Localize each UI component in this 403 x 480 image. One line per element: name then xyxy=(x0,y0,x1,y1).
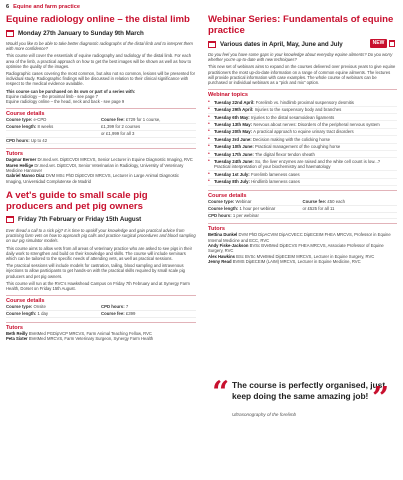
detail-row xyxy=(208,213,397,220)
right-column xyxy=(208,14,397,264)
course-paragraph: This course will cover the essentials of equine radiography and radiology of the distal limb. For each area of the limb, a practical approach on how to get the best images will be shown as well as how to optimise the quality of the images. xyxy=(6,53,192,69)
calendar-icon xyxy=(6,30,14,37)
tutor-entry xyxy=(208,243,397,254)
webinar-topic xyxy=(208,144,397,151)
detail-label: Course length: xyxy=(6,124,37,130)
topic-text: Injuries to the distal sesamoidean ligaments xyxy=(250,114,335,120)
series-item: Equine radiology online – the head, neck and back - see page 9 xyxy=(6,99,125,105)
topic-text: Nervous about nerves: Disorders of the peripheral nervous system xyxy=(253,121,380,127)
testimonial-quote: The course is perfectly organised, just keep doing the same amazing job! xyxy=(232,380,386,401)
webinar-topic xyxy=(208,121,397,128)
detail-value: e-CPD xyxy=(33,117,47,123)
detail-row xyxy=(208,206,397,213)
running-header xyxy=(6,4,80,10)
tutor-name: Maren Hellige xyxy=(6,162,34,168)
page-number: 6 xyxy=(6,4,10,10)
close-quote-mark: ” xyxy=(372,381,390,416)
tutor-desc: BVMS DipECEIM (LAIM) MRCVS, Lecturer in Equine Medicine, RVC xyxy=(232,258,361,264)
new-badge-label: NEW xyxy=(372,40,385,46)
course-paragraph: Radiographic cases covering the most common, but also not so common, lesions will be presented for individual study. Radiographic findings will be discussed in relation to their clinical significance with respect to the medical evidence available. xyxy=(6,71,195,87)
detail-value: or £1,999 for all 3 xyxy=(101,130,135,136)
webinar-topic-list xyxy=(208,99,397,186)
webinar-topics-heading: Webinar topics xyxy=(208,89,397,98)
tutor-name: Dagmar Berner xyxy=(6,157,37,163)
course-title-radiology: Equine radiology online – the distal limb xyxy=(6,14,190,25)
topic-date: Tuesday 1st July: xyxy=(214,171,250,177)
topic-date: Tuesday 13th May: xyxy=(214,121,253,127)
detail-label: Course fee: xyxy=(101,310,125,316)
tutor-desc: BVSc BVetMed DipECVS FHEA MRCVS, Associate Professor of Equine Surgery, RVC xyxy=(208,243,384,254)
course-paragraph: This new set of webinars aims to expand on the courses delivered over previous years to give equine practitioners the most up-do-date information on a range of common equine ailments. The lectures will provide practical information with case examples. The whole course of webinars can be purchased or individual webinars as a "pick and mix" option. xyxy=(208,64,396,86)
course-details-heading: Course details xyxy=(208,190,397,199)
detail-value: £399 xyxy=(125,310,136,316)
course-date-text: Monday 27th January to Sunday 9th March xyxy=(18,29,144,37)
detail-label: Course type: xyxy=(6,304,33,310)
detail-value: £1,399 for 2 courses xyxy=(101,124,141,130)
course-date-text: Friday 7th February or Friday 15th August xyxy=(18,216,142,224)
detail-label: Course fee: xyxy=(302,199,327,205)
course-paragraph: The practical sessions will include models for castration, tailing, blood sampling and intravenous injections to allow participants to get hands-on with the practical skills required by small scale pig producers and pet pig owners. xyxy=(6,263,185,279)
tutor-name: Bettina Dunkel xyxy=(208,232,238,238)
course-paragraph: This course aims to allow vets from all areas of veterinary practice who are asked to see pigs in their daily work to strengthen and build on their knowledge and skills. The course will include seminars which can be tailored to the specific needs of attending vets, as well as practical sessions. xyxy=(6,245,192,261)
detail-value: 7 xyxy=(125,304,129,310)
detail-row xyxy=(6,304,196,311)
webinar-topic xyxy=(208,99,397,106)
tutor-name: Jenny Read xyxy=(208,258,232,264)
detail-value: £50 each xyxy=(327,199,346,205)
detail-value: 8 weeks xyxy=(37,124,54,130)
topic-text: Hindlimb lameness cases xyxy=(251,179,300,185)
detail-label: CPD hours: xyxy=(208,212,232,218)
topic-text: Forelimb vs. hindlimb proximal suspensory desmitis xyxy=(255,99,354,105)
webinar-topic xyxy=(208,158,397,171)
topic-text: So, the liver enzymes are raised and the white cell count is low...? Practical interpretation of your biochemistry and haematology xyxy=(214,158,381,170)
tutor-name: Andy Fiske-Jackson xyxy=(208,243,249,249)
detail-value: or £525 for all 11 xyxy=(302,205,335,211)
topic-date: Tuesday 20th May: xyxy=(214,129,253,135)
detail-value: £729 for 1 course, xyxy=(125,117,161,123)
tutor-name: Alex Hawkins xyxy=(208,253,235,259)
tutor-entry xyxy=(208,259,397,264)
course-title-webinars: Webinar Series: Fundamentals of equine practice xyxy=(208,14,394,36)
detail-row xyxy=(6,138,196,145)
webinar-topic xyxy=(208,179,397,186)
tutor-desc: DVM MSc PhD DipECVDI MRCVS, Lecturer in Large Animal Diagnostic Imaging, Universidad Complutense de Madrid xyxy=(6,173,179,184)
course-title-pigs: A vet's guide to small scale pig producers and pet pig owners xyxy=(6,189,148,212)
webinar-topic xyxy=(208,114,397,121)
topic-text: Injuries to the suspensory body and branches xyxy=(254,107,342,113)
detail-row xyxy=(208,199,397,206)
detail-label: Course length: xyxy=(6,310,37,316)
topic-text: Decision making with the colicking horse xyxy=(252,136,330,142)
detail-value: 1 per webinar xyxy=(232,212,259,218)
detail-row xyxy=(6,131,196,138)
topic-date: Tuesday 10th June: xyxy=(214,144,254,150)
new-badge xyxy=(370,39,387,48)
tutor-entry xyxy=(208,232,397,243)
tutor-desc: BVetMed MRCVS, Farm Veterinary Surgeon, Synergy Farm Health xyxy=(28,336,154,342)
topic-date: Tuesday 6th May: xyxy=(214,114,250,120)
course-intro: Do you feel you have some gaps in your knowledge about everyday equine ailments? Do you worry whether you're up-to-date with new techniques? xyxy=(208,52,393,63)
tutor-name: Peta Sixter xyxy=(6,336,28,342)
detail-value: Up to 42 xyxy=(30,137,48,143)
course-dates-webinars xyxy=(208,39,397,49)
calendar-icon xyxy=(6,216,14,223)
detail-value: 1 day xyxy=(37,310,49,316)
tutor-desc: Dr.med.vet. DipECVDI MRCVS, Senior Lecturer in Equine Diagnostic Imaging, RVC xyxy=(37,157,193,163)
topic-text: A practical approach to equine urinary tract disorders xyxy=(253,129,354,135)
left-column xyxy=(6,14,196,341)
webinar-topic xyxy=(208,107,397,114)
tutor-desc: BVetMed PGDipVCP MRCVS, Farm Animal Teaching Fellow, RVC xyxy=(28,330,152,336)
webinar-topic xyxy=(208,136,397,143)
detail-label: Course type: xyxy=(6,117,33,123)
testimonial-source: Ultrasonography of the forelimb xyxy=(232,412,297,417)
topic-date: Tuesday 3rd June: xyxy=(214,136,252,142)
detail-value: Webinar xyxy=(235,199,252,205)
course-paragraph: This course will run at the RVC's Hawkshead Campus on Friday 7th February and at Synergy Farm Health, Dorset on Friday 15th August. xyxy=(6,280,190,291)
topic-date: Tuesday 8th July: xyxy=(214,179,250,185)
open-quote-mark: “ xyxy=(212,375,230,410)
course-details-heading: Course details xyxy=(6,295,196,304)
tutor-entry xyxy=(6,336,196,341)
topic-text: Forelimb lameness cases xyxy=(250,171,300,177)
course-details-heading: Course details xyxy=(6,108,196,117)
topic-date: Tuesday 22nd April: xyxy=(214,99,255,105)
detail-label: CPD hours: xyxy=(101,304,125,310)
course-date-text: Various dates in April, May, June and July xyxy=(220,40,343,48)
tutor-name: Beth Reilly xyxy=(6,330,28,336)
topic-date: Tuesday 29th April: xyxy=(214,107,254,113)
topic-text: Practical management of the coughing horse xyxy=(255,144,341,150)
detail-row xyxy=(6,124,196,131)
topic-text: The digital flexor tendon sheath xyxy=(254,151,315,157)
tutors-heading: Tutors xyxy=(6,322,196,331)
series-note-bold: This course can be purchased on its own or part of a series with: xyxy=(6,88,136,94)
tutor-entry xyxy=(6,173,196,184)
course-intro: Ever dread a call to a sick pig? It is time to upskill your knowledge and gain practical advice from practising farm vets on how to approach pig calls and practice surgical procedures and blood sampling on our pig simulator models. xyxy=(6,227,196,244)
detail-label: Course fee: xyxy=(101,117,125,123)
tutor-desc: DVM PhD DipACVIM DipACVECC DipECEIM FHEA MRCVS, Professor in Equine Internal Medicine and ECC, RVC xyxy=(208,232,391,243)
webinar-topic xyxy=(208,151,397,158)
detail-label: Course type: xyxy=(208,199,235,205)
tutors-heading: Tutors xyxy=(208,223,397,232)
tutor-name: Gabriel Manso Díaz xyxy=(6,173,45,179)
detail-value: Onsite xyxy=(33,304,46,310)
series-item: Equine radiology – the proximal limb - see page 7 xyxy=(6,93,98,99)
calendar-icon xyxy=(208,41,216,48)
tutor-entry xyxy=(6,163,196,174)
webinar-topic xyxy=(208,171,397,178)
section-title: Equine and farm practice xyxy=(13,4,80,10)
course-dates-radiology xyxy=(6,28,196,38)
detail-value: 1 hour per webinar xyxy=(239,205,276,211)
tutor-desc: BSc BVSc MVetMed DipECEIM MRCVS, Lecturer in Equine Surgery, RVC xyxy=(236,253,375,259)
course-dates-pigs xyxy=(6,215,196,225)
topic-date: Tuesday 17th June: xyxy=(214,151,254,157)
detail-row xyxy=(6,117,196,124)
topic-date: Tuesday 24th June: xyxy=(214,158,254,164)
tutors-heading: Tutors xyxy=(6,148,196,157)
detail-label: Course length: xyxy=(208,205,239,211)
webinar-topic xyxy=(208,129,397,136)
tutor-desc: Dr.med.vet. DipECVDI, Senior Veterinarian in Radiology, University of Veterinary Medicine Hannover xyxy=(6,162,184,174)
detail-row xyxy=(6,311,196,318)
calendar-icon xyxy=(389,40,395,47)
course-intro: Would you like to be able to take better diagnostic radiographs of the distal limb and to interpret them with more confidence? xyxy=(6,41,193,52)
detail-label: CPD hours: xyxy=(6,137,30,143)
